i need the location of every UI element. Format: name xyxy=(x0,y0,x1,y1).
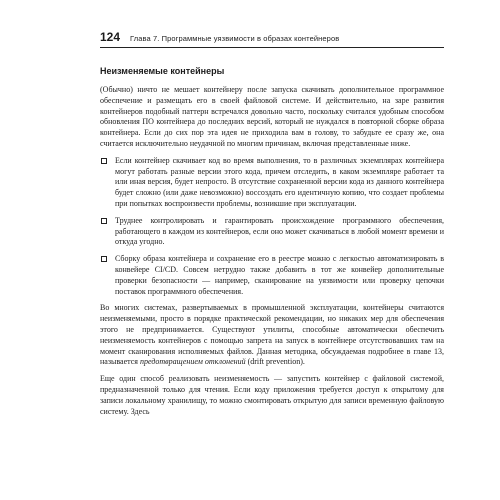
intro-paragraph: (Обычно) ничто не мешает контейнеру после запуска скачивать дополнительное программное обеспечение и размещать его в своей файловой системе. И действительно, на заре развития контейнеров подобный паттерн встречался довольно часто, поскольку считался удобным способом обновления ПО контейнера до последних версий, который не нуждался в повторной сборке образа контейнера. Если до сих пор эта идея не приходила вам в голову, то забудьте ее сразу же, она считается исключительно неудачной по многим причинам, включая представленные ниже. xyxy=(100,85,444,148)
list-item xyxy=(100,156,444,210)
paragraph-text-end: (drift prevention). xyxy=(245,357,305,367)
bullet-text: Труднее контролировать и гарантировать происхождение программного обеспечения, работающего в каждом из контейнеров, если оно может скачиваться в любой момент времени и откуда угодно. xyxy=(115,215,444,247)
bullet-text: Сборку образа контейнера и сохранение его в реестре можно с легкостью автоматизировать в конвейере CI/CD. Совсем нетрудно также добавить в тот же конвейер дополнительные проверки безопасности — например, сканирование на уязвимости или проверку цепочки поставок программного обеспечения. xyxy=(115,254,444,296)
header-rule xyxy=(100,47,444,48)
list-item xyxy=(100,254,444,297)
running-head: Глава 7. Программные уязвимости в образах контейнеров xyxy=(130,34,340,43)
body-paragraph-last: Еще один способ реализовать неизменяемость — запустить контейнер с файловой системой, предназначенной только для чтения. Если коду приложения требуется доступ к открытому для записи локальному хранилищу, то можно смонтировать открытую для записи временную файловую систему. Здесь xyxy=(100,374,444,416)
paragraph-text: Во многих системах, развертываемых в промышленной эксплуатации, контейнеры считаются неизменяемыми, просто в порядке практической рекомендации, но никаких мер для обеспечения этого не предпринимается. Существуют утилиты, способные автоматически обеспечить неизменяемость контейнеров с помощью запрета на запуск в контейнере отсутствовавших там на момент сканирования исполняемых файлов. Данная методика, обсуждаемая подробнее в главе 13, называется xyxy=(100,303,444,367)
list-item xyxy=(100,216,444,248)
page-header xyxy=(100,30,444,44)
italic-term: предотвращением отклонений xyxy=(139,357,246,367)
body-paragraph xyxy=(100,303,444,368)
bullet-list xyxy=(100,156,444,298)
section-heading: Неизменяемые контейнеры xyxy=(100,66,225,76)
page-content xyxy=(100,66,444,423)
square-bullet-icon xyxy=(101,256,107,262)
square-bullet-icon xyxy=(101,218,107,224)
bullet-text: Если контейнер скачивает код во время выполнения, то в различных экземплярах контейнера могут работать разные версии этого кода, причем отследить, в каком экземпляре работает та или иная версия, будет непросто. В отсутствие сохраненной версии кода из данного контейнера будет сложно (или даже невозможно) воссоздать его идентичную копию, что создает проблемы при попытках воспроизвести проблемы, возникшие при эксплуатации. xyxy=(115,155,444,208)
square-bullet-icon xyxy=(101,158,107,164)
page-number: 124 xyxy=(100,30,121,44)
